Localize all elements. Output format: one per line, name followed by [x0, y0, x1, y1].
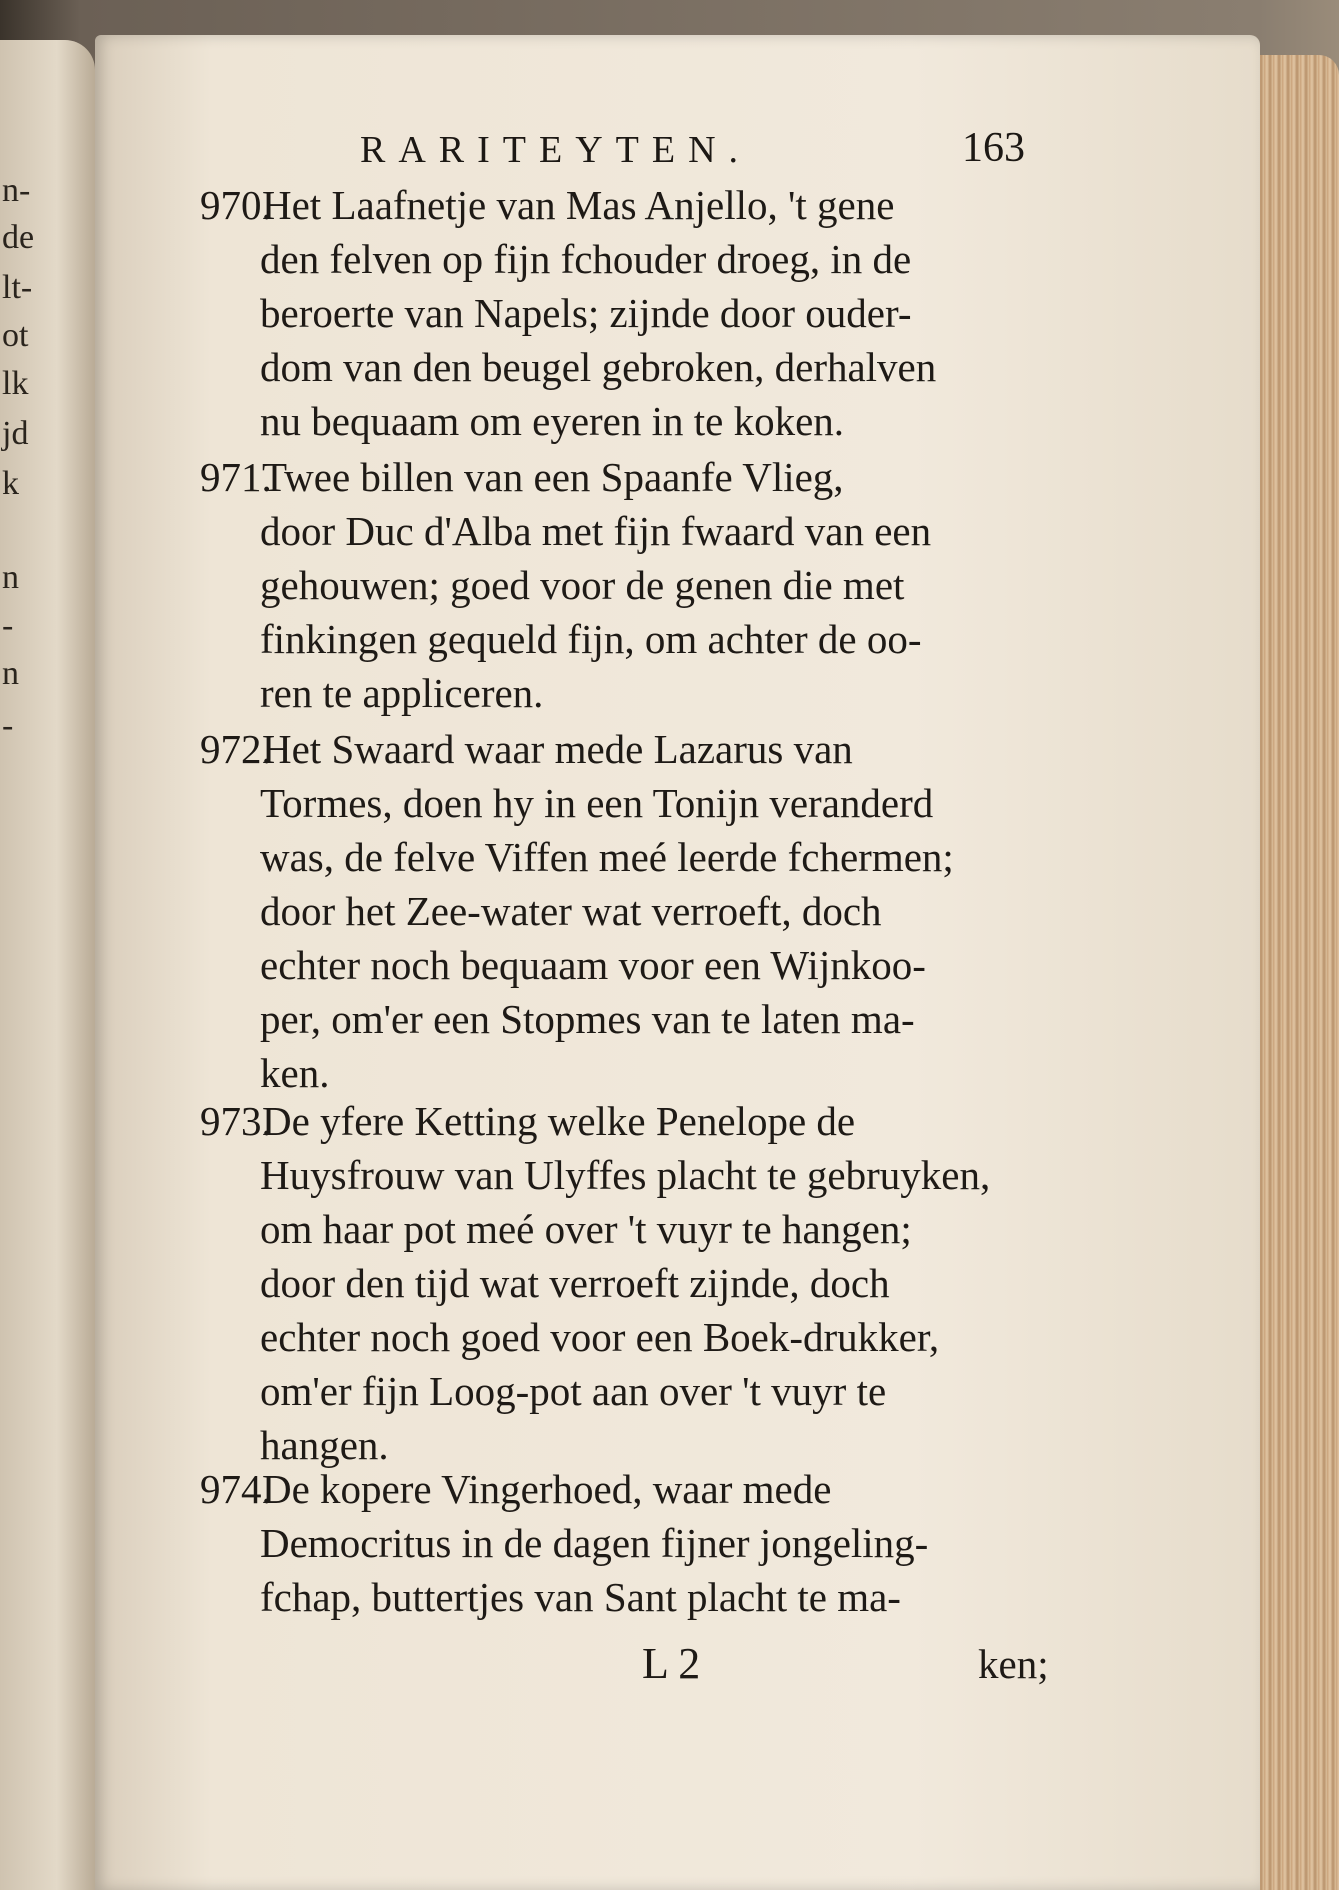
entry-line: fchap, buttertjes van Sant placht te ma- — [260, 1574, 901, 1620]
left-fragment: n — [2, 655, 19, 692]
entry-line: den felven op fijn fchouder droeg, in de — [260, 236, 912, 282]
left-fragment: lt- — [2, 269, 33, 306]
entry-line: door het Zee-water wat verroeft, doch — [260, 888, 882, 934]
entry-971 — [200, 450, 1080, 720]
entry-973 — [200, 1094, 1080, 1472]
entry-line: Tormes, doen hy in een Tonijn veranderd — [260, 780, 934, 826]
entry-line: ken. — [260, 1050, 330, 1096]
entry-number: 973. — [200, 1098, 272, 1144]
entry-line — [200, 450, 1080, 504]
catchword: ken; — [978, 1641, 1049, 1687]
entry-972 — [200, 722, 1080, 1100]
entry-text: De yfere Ketting welke Penelope de — [262, 1098, 856, 1144]
entry-number: 971. — [200, 454, 272, 500]
left-fragment: n — [2, 559, 19, 596]
entry-text: De kopere Vingerhoed, waar mede — [262, 1466, 832, 1512]
entry-number: 974. — [200, 1466, 272, 1512]
entry-number: 972. — [200, 726, 272, 772]
running-head: RARITEYTEN. — [360, 129, 752, 171]
entry-line: gehouwen; goed voor de genen die met — [260, 562, 905, 608]
entry-line — [200, 1094, 1080, 1148]
page-block-edge — [1255, 55, 1339, 1890]
entry-text: Het Swaard waar mede Lazarus van — [262, 726, 853, 772]
entry-line: beroerte van Napels; zijnde door ouder- — [260, 290, 912, 336]
entry-line: Huysfrouw van Ulyffes placht te gebruyken, — [260, 1152, 991, 1198]
entry-line: finkingen gequeld fijn, om achter de oo- — [260, 616, 922, 662]
entry-line: door den tijd wat verroeft zijnde, doch — [260, 1260, 890, 1306]
entry-line — [200, 178, 1080, 232]
entry-line: nu bequaam om eyeren in te koken. — [260, 398, 845, 444]
entry-line: per, om'er een Stopmes van te laten ma- — [260, 996, 915, 1042]
left-fragment: lk — [2, 365, 29, 402]
left-fragment: de — [2, 219, 35, 256]
entry-line: Democritus in de dagen fijner jongeling- — [260, 1520, 929, 1566]
left-fragment: k — [2, 465, 19, 502]
signature-mark: L 2 — [642, 1639, 701, 1688]
left-page-edge — [0, 40, 95, 1890]
entry-line: ren te appliceren. — [260, 670, 544, 716]
entry-line: echter noch bequaam voor een Wijnkoo- — [260, 942, 926, 988]
left-fragment: ot — [2, 317, 29, 354]
left-fragment: - — [2, 607, 14, 644]
entry-text: Het Laafnetje van Mas Anjello, 't gene — [262, 182, 895, 228]
entry-line: om'er fijn Loog-pot aan over 't vuyr te — [260, 1368, 887, 1414]
entry-line — [200, 1462, 1080, 1516]
entry-number: 970. — [200, 182, 272, 228]
left-fragment: n- — [2, 172, 31, 209]
entry-line: door Duc d'Alba met fijn fwaard van een — [260, 508, 932, 554]
entry-line — [200, 722, 1080, 776]
entry-970 — [200, 178, 1080, 448]
page-number: 163 — [962, 125, 1025, 171]
left-fragment: - — [2, 707, 14, 744]
left-fragment: jd — [2, 415, 29, 452]
entry-line: hangen. — [260, 1422, 389, 1468]
entry-974 — [200, 1462, 1080, 1624]
entry-line: om haar pot meé over 't vuyr te hangen; — [260, 1206, 912, 1252]
entry-text: Twee billen van een Spaanfe Vlieg, — [262, 454, 844, 500]
entry-line: was, de felve Viffen meé leerde fchermen; — [260, 834, 954, 880]
entry-line: dom van den beugel gebroken, derhalven — [260, 344, 937, 390]
entry-line: echter noch goed voor een Boek-drukker, — [260, 1314, 940, 1360]
